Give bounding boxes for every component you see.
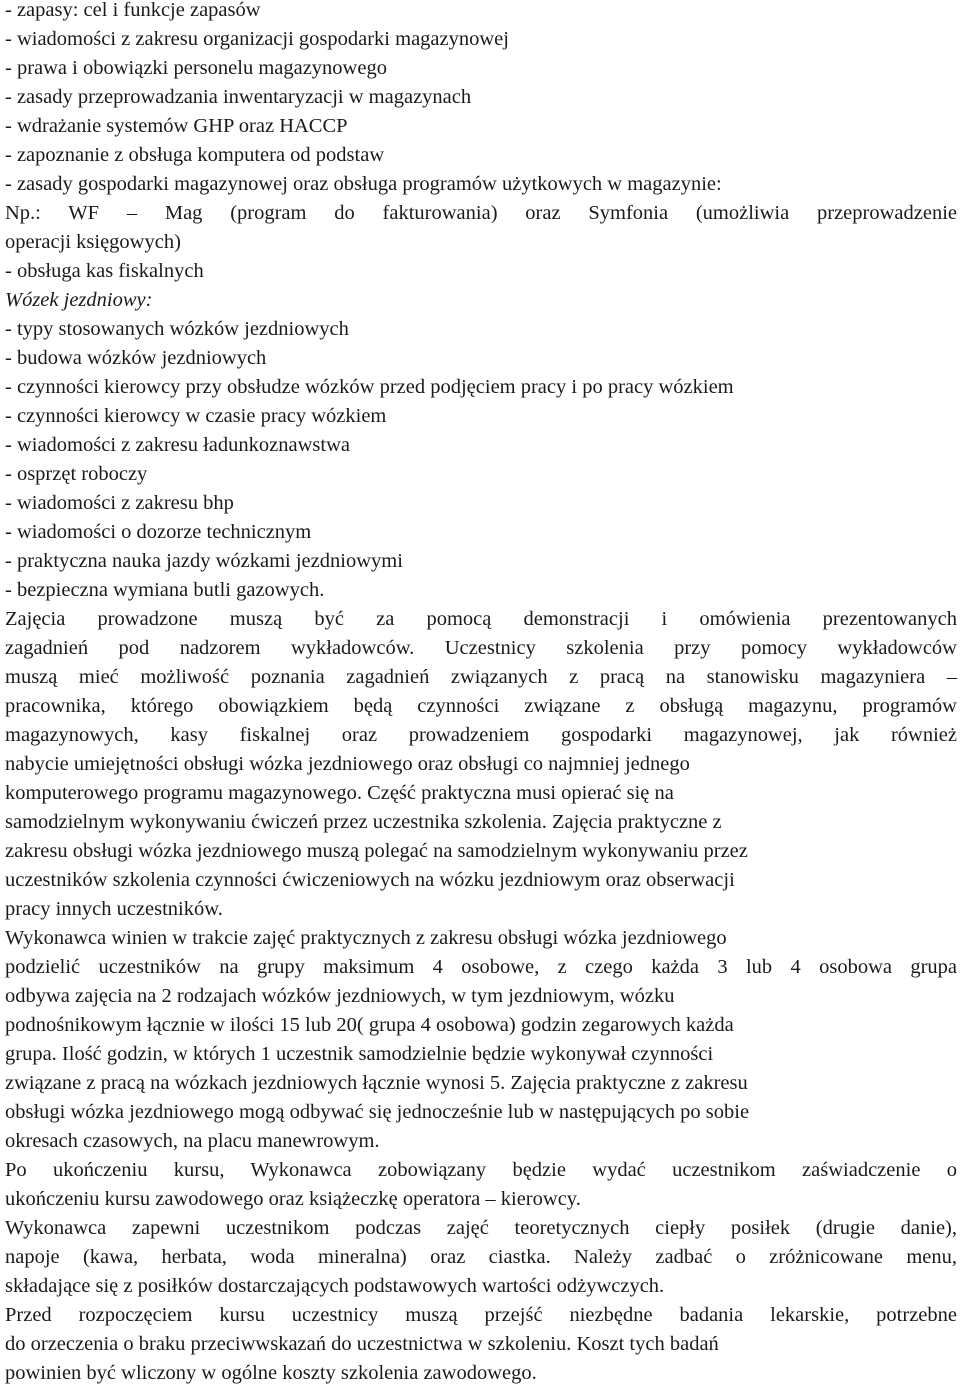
list-item: - czynności kierowcy przy obsłudze wózków przed podjęciem pracy i po pracy wózkiem [5, 376, 734, 398]
list-item-inwentaryzacja: - zasady przeprowadzania inwentaryzacji w magazynach [5, 86, 472, 108]
list-item-kasy: - obsługa kas fiskalnych [5, 260, 204, 282]
list-item-zapasy: - zapasy: cel i funkcje zapasów [5, 0, 261, 21]
paragraph-line: związane z pracą na wózkach jezdniowych łącznie wynosi 5. Zajęcia praktyczne z zakresu [5, 1072, 748, 1094]
list-item-komputer: - zapoznanie z obsługa komputera od podstaw [5, 144, 385, 166]
paragraph-line: podnośnikowym łącznie w ilości 15 lub 20( grupa 4 osobowa) godzin zegarowych każda [5, 1014, 734, 1036]
paragraph-line: zagadnień pod nadzorem wykładowców. Uczestnicy szkolenia przy pomocy wykładowców [5, 637, 957, 659]
paragraph-line: do orzeczenia o braku przeciwwskazań do uczestnictwa w szkoleniu. Koszt tych badań [5, 1333, 719, 1355]
list-item-organizacja: - wiadomości z zakresu organizacji gospodarki magazynowej [5, 28, 509, 50]
paragraph-line: muszą mieć możliwość poznania zagadnień związanych z pracą na stanowisku magazyniera – [5, 666, 957, 688]
list-item-prawa: - prawa i obowiązki personelu magazynowego [5, 57, 387, 79]
list-item: - wiadomości z zakresu ładunkoznawstwa [5, 434, 350, 456]
paragraph-line: Wykonawca zapewni uczestnikom podczas zajęć teoretycznych ciepły posiłek (drugie danie), [5, 1217, 957, 1239]
paragraph-line: powinien być wliczony w ogólne koszty szkolenia zawodowego. [5, 1362, 537, 1384]
list-item: - bezpieczna wymiana butli gazowych. [5, 579, 325, 601]
paragraph-line: samodzielnym wykonywaniu ćwiczeń przez uczestnika szkolenia. Zajęcia praktyczne z [5, 811, 722, 833]
list-item: - budowa wózków jezdniowych [5, 347, 267, 369]
paragraph-line: okresach czasowych, na placu manewrowym. [5, 1130, 380, 1152]
section-heading: Wózek jezdniowy: [5, 289, 153, 311]
paragraph-line: składające się z posiłków dostarczających podstawowych wartości odżywczych. [5, 1275, 665, 1297]
paragraph-line: podzielić uczestników na grupy maksimum 4 osobowe, z czego każda 3 lub 4 osobowa grupa [5, 956, 957, 978]
paragraph-line: uczestników szkolenia czynności ćwiczeniowych na wózku jezdniowym oraz obserwacji [5, 869, 735, 891]
list-item: - praktyczna nauka jazdy wózkami jezdniowymi [5, 550, 403, 572]
paragraph-line: odbywa zajęcia na 2 rodzajach wózków jezdniowych, w tym jezdniowym, wózku [5, 985, 675, 1007]
paragraph-line: napoje (kawa, herbata, woda mineralna) oraz ciastka. Należy zadbać o zróżnicowane menu, [5, 1246, 957, 1268]
paragraph-line: zakresu obsługi wózka jezdniowego muszą polegać na samodzielnym wykonywaniu przez [5, 840, 748, 862]
list-item: - czynności kierowcy w czasie pracy wózkiem [5, 405, 387, 427]
list-item-ghp-haccp: - wdrażanie systemów GHP oraz HACCP [5, 115, 348, 137]
paragraph-line: Przed rozpoczęciem kursu uczestnicy muszą przejść niezbędne badania lekarskie, potrzebne [5, 1304, 957, 1326]
paragraph-line: obsługi wózka jezdniowego mogą odbywać się jednocześnie lub w następujących po sobie [5, 1101, 750, 1123]
paragraph-line: nabycie umiejętności obsługi wózka jezdniowego oraz obsługi co najmniej jednego [5, 753, 690, 775]
text-line: Np.: WF – Mag (program do fakturowania) oraz Symfonia (umożliwia przeprowadzenie [5, 202, 957, 224]
list-item: - wiadomości o dozorze technicznym [5, 521, 312, 543]
paragraph-line: komputerowego programu magazynowego. Część praktyczna musi opierać się na [5, 782, 674, 804]
list-item: - wiadomości z zakresu bhp [5, 492, 234, 514]
paragraph-line: pracy innych uczestników. [5, 898, 223, 920]
paragraph-line: pracownika, którego obowiązkiem będą czynności związane z obsługą magazynu, programów [5, 695, 957, 717]
paragraph-line: magazynowych, kasy fiskalnej oraz prowadzeniem gospodarki magazynowej, jak również [5, 724, 957, 746]
list-item-programy: - zasady gospodarki magazynowej oraz obsługa programów użytkowych w magazynie: [5, 173, 722, 195]
paragraph-line: Po ukończeniu kursu, Wykonawca zobowiązany będzie wydać uczestnikom zaświadczenie o [5, 1159, 957, 1181]
list-item: - osprzęt roboczy [5, 463, 148, 485]
paragraph-line: Wykonawca winien w trakcie zajęć praktycznych z zakresu obsługi wózka jezdniowego [5, 927, 727, 949]
text-line: operacji księgowych) [5, 231, 181, 253]
paragraph-line: Zajęcia prowadzone muszą być za pomocą demonstracji i omówienia prezentowanych [5, 608, 957, 630]
list-item: - typy stosowanych wózków jezdniowych [5, 318, 349, 340]
paragraph-line: ukończeniu kursu zawodowego oraz książeczkę operatora – kierowcy. [5, 1188, 581, 1210]
paragraph-line: grupa. Ilość godzin, w których 1 uczestnik samodzielnie będzie wykonywał czynności [5, 1043, 714, 1065]
